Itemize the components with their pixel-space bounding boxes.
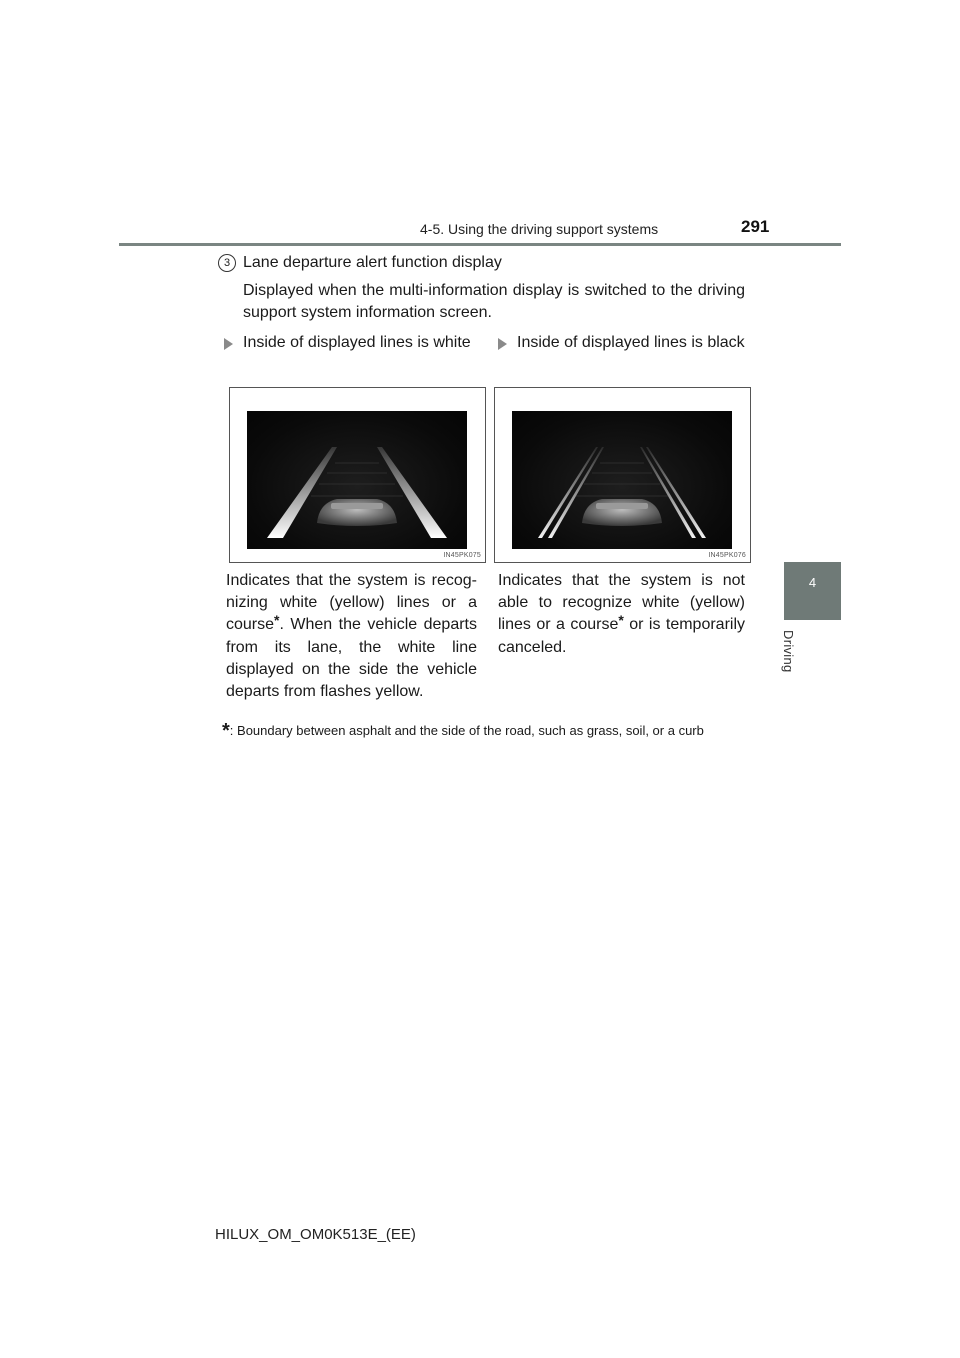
chapter-label-text: Driving — [781, 630, 796, 673]
lane-display-graphic — [247, 411, 467, 549]
illustration-white-lines — [229, 387, 486, 563]
column-heading-text: Inside of displayed lines is white — [243, 334, 471, 351]
image-code: IN45PK076 — [708, 552, 746, 559]
triangle-bullet-icon — [224, 338, 233, 350]
column-heading-text: Inside of displayed lines is black — [517, 334, 745, 351]
chapter-label — [778, 630, 808, 710]
asterisk-marker: * — [618, 612, 624, 629]
column-heading-black — [517, 332, 745, 354]
step-number-badge: 3 — [218, 254, 236, 272]
display-screen — [247, 411, 467, 549]
column-text-black — [498, 570, 745, 659]
column-text-white — [226, 570, 477, 703]
footnote — [222, 722, 747, 740]
footnote-marker: * — [222, 720, 230, 742]
triangle-bullet-icon — [498, 338, 507, 350]
page-number: 291 — [741, 217, 770, 236]
step-description: Displayed when the multi-information display is switched to the driving support system information screen. — [243, 282, 745, 321]
manual-code: HILUX_OM_OM0K513E_(EE) — [215, 1226, 416, 1243]
chapter-number: 4 — [808, 575, 817, 590]
display-screen — [512, 411, 732, 549]
lane-display-graphic — [512, 411, 732, 549]
text-part: Indicates that the system is not able to recognize white (yellow) lines or a course — [498, 572, 745, 634]
asterisk-marker: * — [274, 612, 280, 629]
text-part: . When the vehicle departs from its lane, the white line displayed on the side the vehicle departs from flashes yellow. — [226, 616, 477, 701]
text-part: Indicates that the system is recognizing white (yellow) lines or a course — [226, 572, 477, 634]
text-part: or is temporarily canceled. — [498, 616, 745, 656]
header-rule — [119, 243, 841, 246]
section-title: 4-5. Using the driving support systems — [420, 221, 659, 237]
column-heading-white — [243, 332, 477, 354]
step-title: Lane departure alert function display — [243, 254, 502, 271]
chapter-tab — [784, 562, 841, 620]
image-code: IN45PK075 — [443, 552, 481, 559]
footnote-text: : Boundary between asphalt and the side of the road, such as grass, soil, or a curb — [229, 723, 704, 738]
illustration-black-lines — [494, 387, 751, 563]
